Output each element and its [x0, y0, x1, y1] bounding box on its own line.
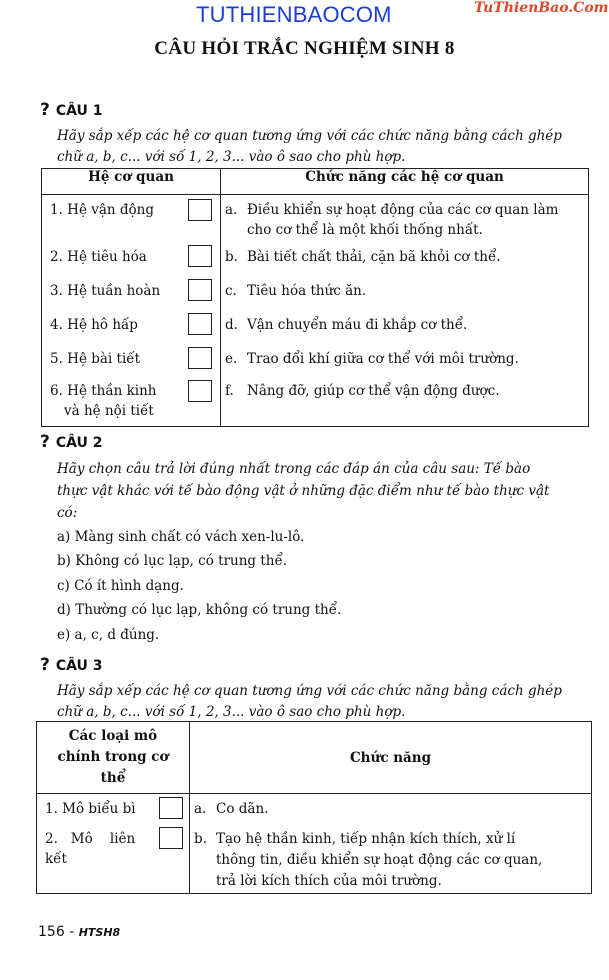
answer-box[interactable] — [188, 347, 212, 369]
table-row-right: c. Tiêu hóa thức ăn. — [221, 274, 589, 308]
table-row-right: d. Vận chuyển máu đi khắp cơ thể. — [221, 308, 589, 342]
table-row-right: b. Tạo hệ thần kinh, tiếp nhận kích thích, xử lí thông tin, điều khiển sự hoạt động các cơ quan, trả lời kích thích của môi trường. — [190, 824, 592, 894]
column-header-function: Chức năng — [190, 722, 592, 794]
question-mark-icon: ? — [40, 655, 50, 675]
answer-box[interactable] — [188, 199, 212, 221]
question-1-table — [41, 168, 589, 427]
answer-box[interactable] — [188, 313, 212, 335]
column-header-tissue-type: Các loại mô chính trong cơ thể — [37, 722, 190, 794]
answer-box[interactable] — [159, 797, 183, 819]
answer-option[interactable]: d) Thường có lục lạp, không có trung thể. — [57, 602, 342, 618]
table-row-left: 3. Hệ tuần hoàn — [42, 274, 221, 308]
table-row-right: f. Nâng đỡ, giúp cơ thể vận động được. — [221, 376, 589, 426]
question-1-instruction: Hãy sắp xếp các hệ cơ quan tương ứng với các chức năng bằng cách ghép chữ a, b, c... với số 1, 2, 3... vào ô sao cho phù hợp. — [57, 128, 562, 165]
table-row-right: e. Trao đổi khí giữa cơ thể với môi trường. — [221, 342, 589, 376]
question-3-heading: ? CÂU 3 — [40, 655, 103, 675]
question-mark-icon: ? — [40, 100, 50, 120]
column-header-function: Chức năng các hệ cơ quan — [221, 169, 589, 195]
answer-option[interactable]: c) Có ít hình dạng. — [57, 578, 184, 594]
table-row-left: 2. Mô liên kết — [37, 824, 190, 894]
table-row-left: 1. Mô biểu bì — [37, 794, 190, 824]
page-number: 156 — [38, 924, 65, 940]
table-row-right: b. Bài tiết chất thải, cặn bã khỏi cơ thể. — [221, 240, 589, 274]
answer-box[interactable] — [188, 380, 212, 402]
answer-box[interactable] — [159, 827, 183, 849]
question-2-heading: ? CÂU 2 — [40, 432, 103, 452]
table-row-right: a. Điều khiển sự hoạt động của các cơ quan làm cho cơ thể là một khối thống nhất. — [221, 195, 589, 241]
answer-box[interactable] — [188, 279, 212, 301]
question-1-heading: ? CÂU 1 — [40, 100, 103, 120]
table-row-left: 2. Hệ tiêu hóa — [42, 240, 221, 274]
question-3-table — [36, 721, 592, 894]
table-row-right: a. Co dãn. — [190, 794, 592, 824]
question-3-instruction: Hãy sắp xếp các hệ cơ quan tương ứng với các chức năng bằng cách ghép chữ a, b, c... với số 1, 2, 3... vào ô sao cho phù hợp. — [57, 683, 562, 720]
table-row-left: 5. Hệ bài tiết — [42, 342, 221, 376]
page-footer: 156 - HTSH8 — [38, 924, 121, 940]
watermark-logo: TuThienBao.Com — [474, 0, 609, 16]
watermark-text: TUTHIENBAOCOM — [196, 2, 392, 27]
column-header-organ-system: Hệ cơ quan — [42, 169, 221, 195]
question-2-instruction: Hãy chọn câu trả lời đúng nhất trong các đáp án của câu sau: Tế bào thực vật khác với tế bào động vật ở những đặc điểm như tế bào thực vật có: — [57, 461, 550, 521]
table-row-left: 1. Hệ vận động — [42, 195, 221, 241]
question-mark-icon: ? — [40, 432, 50, 452]
answer-box[interactable] — [188, 245, 212, 267]
page-title: CÂU HỎI TRẮC NGHIỆM SINH 8 — [154, 38, 455, 59]
answer-option[interactable]: b) Không có lục lạp, có trung thể. — [57, 553, 288, 569]
answer-option[interactable]: e) a, c, d đúng. — [57, 627, 160, 643]
table-row-left: 4. Hệ hô hấp — [42, 308, 221, 342]
book-code: HTSH8 — [78, 926, 121, 939]
table-row-left: 6. Hệ thần kinh và hệ nội tiết — [42, 376, 221, 426]
answer-option[interactable]: a) Màng sinh chất có vách xen-lu-lô. — [57, 529, 305, 545]
